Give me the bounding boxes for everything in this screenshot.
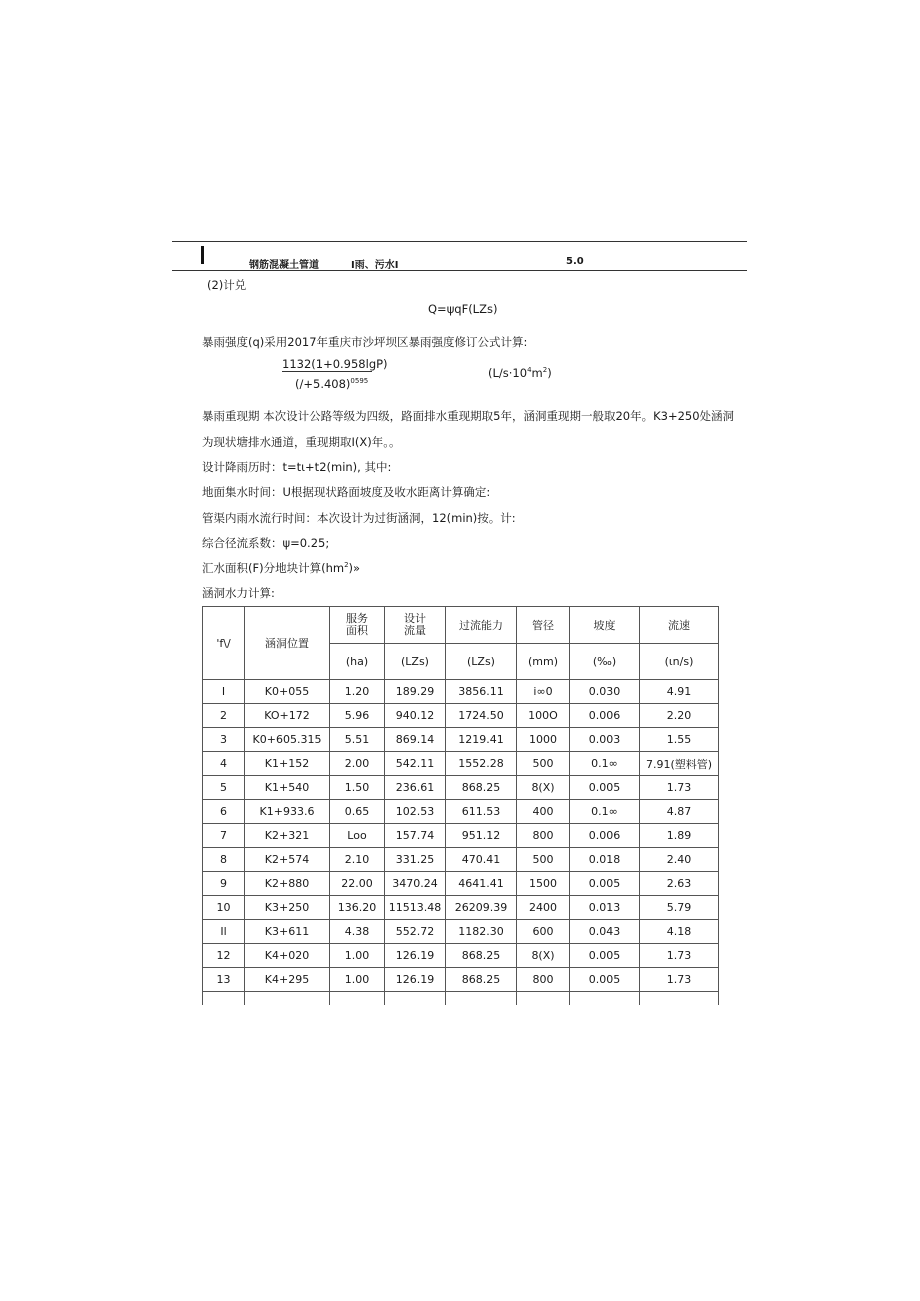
ground-collection-time: 地面集水时间：U根据现状路面坡度及收水距离计算确定:	[202, 485, 491, 499]
cell-location: K1+152	[245, 752, 330, 776]
header-service-area: 服务 面积	[330, 607, 385, 644]
cell-velocity: 1.73	[640, 968, 719, 992]
cell-velocity: 1.55	[640, 728, 719, 752]
cell-area: 1.20	[330, 680, 385, 704]
return-period-line-2: 为现状塘排水通道，重现期取I(X)年。。	[202, 435, 401, 449]
cell-no: 2	[203, 704, 245, 728]
unit-diameter: (mm)	[517, 644, 570, 680]
unit-flow: (LZs)	[385, 644, 446, 680]
table-row	[203, 800, 719, 824]
unit-velocity: (ιn∕s)	[640, 644, 719, 680]
cell-area: 1.50	[330, 776, 385, 800]
cell-area: Loo	[330, 824, 385, 848]
cell-no: 5	[203, 776, 245, 800]
cell-no: 13	[203, 968, 245, 992]
cell-slope: 0.005	[570, 944, 640, 968]
cell-flow: 542.11	[385, 752, 446, 776]
table-row	[203, 896, 719, 920]
top-row-value: 5.0	[566, 256, 584, 267]
rain-duration: 设计降雨历时：t=tι+t2(min), 其中:	[202, 460, 392, 474]
cell-velocity: 7.91(塑料管)	[640, 752, 719, 776]
cell-slope: 0.013	[570, 896, 640, 920]
cell-diameter: 2400	[517, 896, 570, 920]
cell-area: 1.00	[330, 968, 385, 992]
cell-diameter: 500	[517, 752, 570, 776]
cell-flow: 126.19	[385, 968, 446, 992]
continuation-cell	[517, 992, 570, 1006]
table-row	[203, 944, 719, 968]
cell-slope: 0.043	[570, 920, 640, 944]
cell-area: 5.51	[330, 728, 385, 752]
cell-no: 6	[203, 800, 245, 824]
cell-area: 2.00	[330, 752, 385, 776]
cell-location: K4+020	[245, 944, 330, 968]
cell-slope: 0.030	[570, 680, 640, 704]
top-row-material: 钢筋混凝土管道	[249, 260, 319, 271]
cell-location: K1+933.6	[245, 800, 330, 824]
cell-diameter: 400	[517, 800, 570, 824]
pipe-flow-time: 管渠内雨水流行时间：本次设计为过街涵洞，12(min)按。计:	[202, 511, 516, 525]
catchment-area: 汇水面积(F)分地块计算$(hm^2)$»	[202, 561, 361, 575]
table-body	[203, 680, 719, 1006]
cell-velocity: 2.20	[640, 704, 719, 728]
cell-flow: 189.29	[385, 680, 446, 704]
cell-velocity: 5.79	[640, 896, 719, 920]
cell-velocity: 2.63	[640, 872, 719, 896]
cell-diameter: 100O	[517, 704, 570, 728]
cell-flow: 940.12	[385, 704, 446, 728]
continuation-cell	[245, 992, 330, 1006]
intensity-denominator: $(/+5.408)^{0595}$	[295, 377, 369, 391]
cell-velocity: 4.18	[640, 920, 719, 944]
cell-capacity: 470.41	[446, 848, 517, 872]
cell-no: 9	[203, 872, 245, 896]
cell-diameter: 500	[517, 848, 570, 872]
cell-flow: 11513.48	[385, 896, 446, 920]
header-capacity: 过流能力	[446, 607, 517, 644]
cell-no: 10	[203, 896, 245, 920]
cell-no: I	[203, 680, 245, 704]
cell-flow: 102.53	[385, 800, 446, 824]
cell-location: KO+172	[245, 704, 330, 728]
cell-capacity: 868.25	[446, 776, 517, 800]
cell-capacity: 1182.30	[446, 920, 517, 944]
continuation-cell	[330, 992, 385, 1006]
unit-capacity: (LZs)	[446, 644, 517, 680]
header-no: 'f\/	[203, 607, 245, 680]
table-row	[203, 776, 719, 800]
hydraulic-calc-title: 涵洞水力计算:	[202, 586, 275, 600]
cell-velocity: 1.73	[640, 776, 719, 800]
table-row	[203, 728, 719, 752]
top-table-rule-bottom	[172, 270, 747, 271]
cell-area: 1.00	[330, 944, 385, 968]
cell-location: K3+611	[245, 920, 330, 944]
cell-slope: 0.1∞	[570, 752, 640, 776]
table-row	[203, 920, 719, 944]
formula-main: Q=ψqF(LZs)	[428, 302, 498, 316]
cell-flow: 552.72	[385, 920, 446, 944]
cell-location: K0+055	[245, 680, 330, 704]
cell-slope: 0.003	[570, 728, 640, 752]
cell-location: K1+540	[245, 776, 330, 800]
cell-capacity: 1552.28	[446, 752, 517, 776]
cell-diameter: 8(X)	[517, 776, 570, 800]
section-heading: (2)计兑	[207, 278, 247, 292]
table-row	[203, 680, 719, 704]
continuation-cell	[640, 992, 719, 1006]
runoff-coefficient: 综合径流系数：ψ=0.25;	[202, 536, 330, 550]
unit-slope: (‰)	[570, 644, 640, 680]
cell-diameter: 600	[517, 920, 570, 944]
culvert-hydraulic-table	[202, 606, 719, 1005]
cell-no: Il	[203, 920, 245, 944]
header-design-flow: 设计 流量	[385, 607, 446, 644]
table-row	[203, 848, 719, 872]
unit-area: (ha)	[330, 644, 385, 680]
cell-capacity: 868.25	[446, 944, 517, 968]
cell-slope: 0.1∞	[570, 800, 640, 824]
cell-capacity: 1219.41	[446, 728, 517, 752]
cell-no: 12	[203, 944, 245, 968]
continuation-cell	[385, 992, 446, 1006]
cell-location: K2+880	[245, 872, 330, 896]
table-row	[203, 752, 719, 776]
intensity-numerator: 1132(1+0.958lgP)	[282, 357, 388, 371]
cell-no: 8	[203, 848, 245, 872]
cell-flow: 236.61	[385, 776, 446, 800]
cell-slope: 0.006	[570, 824, 640, 848]
top-table-rule-top	[172, 241, 747, 242]
cell-area: 5.96	[330, 704, 385, 728]
table-row	[203, 704, 719, 728]
cell-diameter: i∞0	[517, 680, 570, 704]
cell-area: 22.00	[330, 872, 385, 896]
cell-velocity: 4.87	[640, 800, 719, 824]
cell-diameter: 1500	[517, 872, 570, 896]
cell-no: 4	[203, 752, 245, 776]
cell-flow: 331.25	[385, 848, 446, 872]
cell-diameter: 800	[517, 824, 570, 848]
cell-no: 7	[203, 824, 245, 848]
cell-velocity: 1.89	[640, 824, 719, 848]
cell-capacity: 3856.11	[446, 680, 517, 704]
rain-intensity-intro: 暴雨强度(q)采用2017年重庆市沙坪坝区暴雨强度修订公式计算:	[202, 335, 528, 349]
cell-slope: 0.006	[570, 704, 640, 728]
top-row-type: I雨、污水I	[351, 260, 399, 271]
cell-flow: 3470.24	[385, 872, 446, 896]
table-row	[203, 824, 719, 848]
cell-capacity: 26209.39	[446, 896, 517, 920]
cell-slope: 0.005	[570, 872, 640, 896]
cell-diameter: 8(X)	[517, 944, 570, 968]
cell-slope: 0.005	[570, 968, 640, 992]
top-table-left-bar	[201, 246, 204, 264]
continuation-cell	[203, 992, 245, 1006]
cell-flow: 126.19	[385, 944, 446, 968]
cell-location: K0+605.315	[245, 728, 330, 752]
cell-diameter: 1000	[517, 728, 570, 752]
return-period-line-1: 暴雨重现期 本次设计公路等级为四级，路面排水重现期取5年，涵洞重现期一般取20年。K3+250处涵洞	[202, 409, 735, 423]
header-slope: 坡度	[570, 607, 640, 644]
fraction-line	[282, 371, 372, 372]
cell-capacity: 1724.50	[446, 704, 517, 728]
continuation-cell	[570, 992, 640, 1006]
cell-capacity: 611.53	[446, 800, 517, 824]
cell-area: 2.10	[330, 848, 385, 872]
cell-area: 136.20	[330, 896, 385, 920]
cell-velocity: 2.40	[640, 848, 719, 872]
table-row	[203, 872, 719, 896]
cell-velocity: 1.73	[640, 944, 719, 968]
cell-capacity: 951.12	[446, 824, 517, 848]
cell-capacity: 868.25	[446, 968, 517, 992]
cell-location: K2+574	[245, 848, 330, 872]
cell-flow: 157.74	[385, 824, 446, 848]
cell-location: K3+250	[245, 896, 330, 920]
cell-location: K4+295	[245, 968, 330, 992]
cell-area: 4.38	[330, 920, 385, 944]
cell-velocity: 4.91	[640, 680, 719, 704]
intensity-unit: $(L∕s\cdot 10^4m^2)$	[488, 366, 552, 380]
table-row	[203, 968, 719, 992]
header-velocity: 流速	[640, 607, 719, 644]
cell-slope: 0.005	[570, 776, 640, 800]
cell-diameter: 800	[517, 968, 570, 992]
cell-no: 3	[203, 728, 245, 752]
cell-flow: 869.14	[385, 728, 446, 752]
cell-location: K2+321	[245, 824, 330, 848]
cell-area: 0.65	[330, 800, 385, 824]
cell-slope: 0.018	[570, 848, 640, 872]
header-diameter: 管径	[517, 607, 570, 644]
cell-capacity: 4641.41	[446, 872, 517, 896]
header-location: 涵洞位置	[245, 607, 330, 680]
continuation-cell	[446, 992, 517, 1006]
table-continuation-row	[203, 992, 719, 1006]
